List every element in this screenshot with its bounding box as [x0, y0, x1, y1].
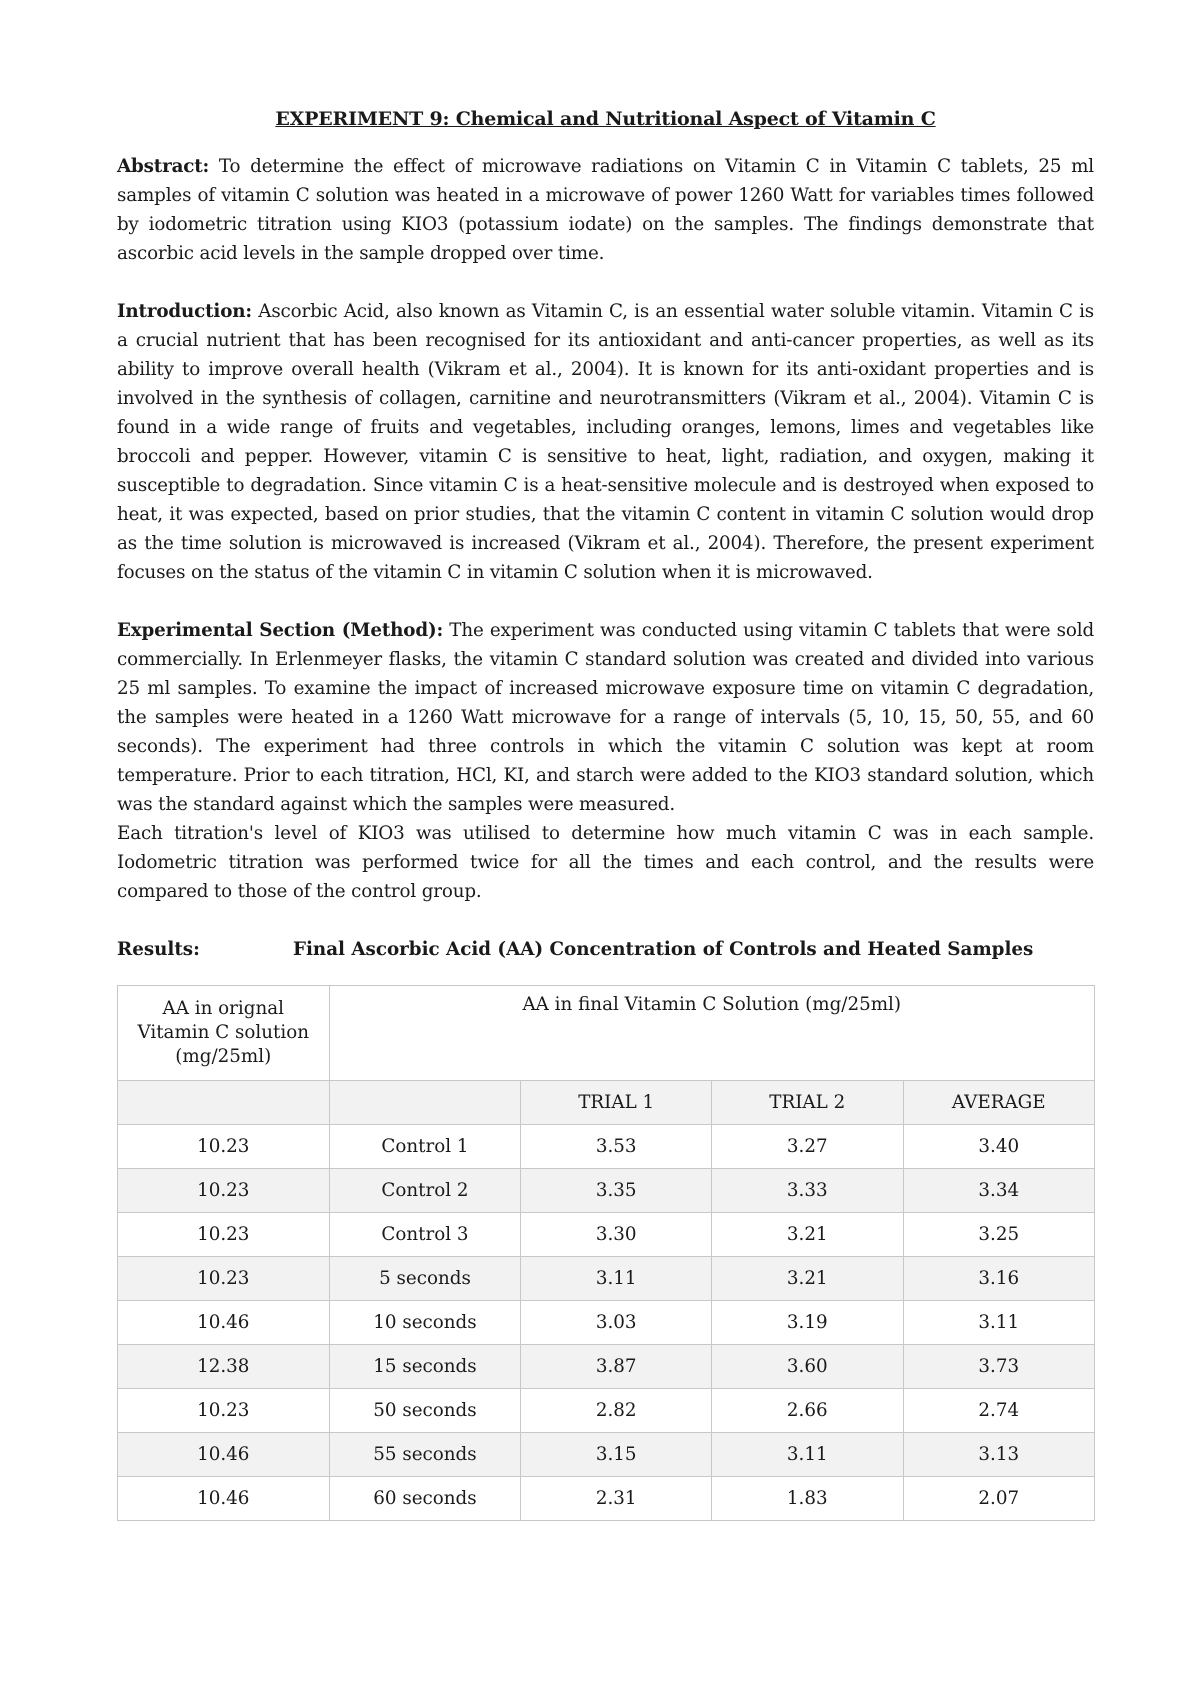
cell-trial2: 3.21 [711, 1213, 903, 1257]
table-subheader-row [118, 1081, 1095, 1125]
abstract-text: To determine the effect of microwave radiations on Vitamin C in Vitamin C tablets, 25 ml samples of vitamin C solution was heated in a microwave of power 1260 Watt for variables times followed by iodometric titration using KIO3 (potassium iodate) on the samples. The findings demonstrate that ascorbic acid levels in the sample dropped over time. [117, 156, 1094, 264]
cell-original: 10.23 [118, 1213, 330, 1257]
table-caption: Final Ascorbic Acid (AA) Concentration of Controls and Heated Samples [293, 939, 1034, 960]
cell-trial2: 2.66 [711, 1389, 903, 1433]
cell-sample: 10 seconds [329, 1301, 521, 1345]
subheader-trial2: TRIAL 2 [711, 1081, 903, 1125]
table-row [118, 1125, 1095, 1169]
cell-average: 3.11 [903, 1301, 1095, 1345]
cell-sample: 50 seconds [329, 1389, 521, 1433]
introduction-text: Ascorbic Acid, also known as Vitamin C, is an essential water soluble vitamin. Vitamin C is a crucial nutrient that has been recognised for its antioxidant and anti-cancer properties, as well as its ability to improve overall health (Vikram et al., 2004). It is known for its anti-oxidant properties and is involved in the synthesis of collagen, carnitine and neurotransmitters (Vikram et al., 2004). Vitamin C is found in a wide range of fruits and vegetables, including oranges, lemons, limes and vegetables like broccoli and pepper. However, vitamin C is sensitive to heat, light, radiation, and oxygen, making it susceptible to degradation. Since vitamin C is a heat-sensitive molecule and is destroyed when exposed to heat, it was expected, based on prior studies, that the vitamin C content in vitamin C solution would drop as the time solution is microwaved is increased (Vikram et al., 2004). Therefore, the present experiment focuses on the status of the vitamin C in vitamin C solution when it is microwaved. [117, 301, 1094, 583]
cell-original: 10.46 [118, 1433, 330, 1477]
cell-sample: 15 seconds [329, 1345, 521, 1389]
cell-trial1: 3.11 [521, 1257, 712, 1301]
cell-sample: Control 1 [329, 1125, 521, 1169]
cell-average: 3.40 [903, 1125, 1095, 1169]
cell-trial2: 3.11 [711, 1433, 903, 1477]
cell-trial1: 3.35 [521, 1169, 712, 1213]
cell-trial2: 3.21 [711, 1257, 903, 1301]
table-row [118, 1301, 1095, 1345]
introduction-label: Introduction: [117, 301, 252, 322]
results-table [117, 985, 1095, 1521]
page-title: EXPERIMENT 9: Chemical and Nutritional Aspect of Vitamin C [275, 108, 936, 130]
table-row [118, 1477, 1095, 1521]
cell-original: 10.23 [118, 1125, 330, 1169]
cell-trial1: 2.82 [521, 1389, 712, 1433]
table-row [118, 1433, 1095, 1477]
method-label: Experimental Section (Method): [117, 620, 444, 641]
subheader-average: AVERAGE [903, 1081, 1095, 1125]
method-paragraph-2: Each titration's level of KIO3 was utilised to determine how much vitamin C was in each sample. Iodometric titration was performed twice for all the times and each control, and the results were compared to those of the control group. [117, 823, 1094, 902]
cell-trial2: 3.33 [711, 1169, 903, 1213]
subheader-cell [329, 1081, 521, 1125]
cell-trial1: 3.87 [521, 1345, 712, 1389]
table-row [118, 1389, 1095, 1433]
cell-trial2: 3.27 [711, 1125, 903, 1169]
cell-sample: 60 seconds [329, 1477, 521, 1521]
table-row [118, 1213, 1095, 1257]
cell-trial2: 1.83 [711, 1477, 903, 1521]
method-paragraph [117, 616, 1094, 819]
cell-trial1: 3.15 [521, 1433, 712, 1477]
cell-trial2: 3.19 [711, 1301, 903, 1345]
cell-trial1: 3.03 [521, 1301, 712, 1345]
cell-average: 3.34 [903, 1169, 1095, 1213]
cell-sample: Control 3 [329, 1213, 521, 1257]
cell-trial1: 2.31 [521, 1477, 712, 1521]
abstract-label: Abstract: [117, 156, 210, 177]
results-label: Results: [117, 939, 200, 960]
cell-original: 10.23 [118, 1169, 330, 1213]
cell-sample: Control 2 [329, 1169, 521, 1213]
cell-average: 2.07 [903, 1477, 1095, 1521]
subheader-cell [118, 1081, 330, 1125]
cell-average: 3.16 [903, 1257, 1095, 1301]
cell-original: 10.23 [118, 1257, 330, 1301]
header-final-aa: AA in final Vitamin C Solution (mg/25ml) [329, 986, 1095, 1081]
table-header-row [118, 986, 1095, 1081]
cell-trial2: 3.60 [711, 1345, 903, 1389]
cell-original: 12.38 [118, 1345, 330, 1389]
cell-original: 10.23 [118, 1389, 330, 1433]
cell-original: 10.46 [118, 1301, 330, 1345]
results-heading [117, 935, 1094, 964]
header-original-aa: AA in orignal Vitamin C solution (mg/25ml) [118, 986, 330, 1081]
cell-trial1: 3.53 [521, 1125, 712, 1169]
document-page [117, 108, 1094, 1521]
abstract-paragraph [117, 152, 1094, 268]
table-row [118, 1345, 1095, 1389]
table-row [118, 1257, 1095, 1301]
cell-sample: 5 seconds [329, 1257, 521, 1301]
table-row [118, 1169, 1095, 1213]
cell-average: 2.74 [903, 1389, 1095, 1433]
cell-trial1: 3.30 [521, 1213, 712, 1257]
cell-average: 3.25 [903, 1213, 1095, 1257]
cell-original: 10.46 [118, 1477, 330, 1521]
cell-sample: 55 seconds [329, 1433, 521, 1477]
introduction-paragraph [117, 297, 1094, 587]
cell-average: 3.73 [903, 1345, 1095, 1389]
method-text: The experiment was conducted using vitamin C tablets that were sold commercially. In Erlenmeyer flasks, the vitamin C standard solution was created and divided into various 25 ml samples. To examine the impact of increased microwave exposure time on vitamin C degradation, the samples were heated in a 1260 Watt microwave for a range of intervals (5, 10, 15, 50, 55, and 60 seconds). The experiment had three controls in which the vitamin C solution was kept at room temperature. Prior to each titration, HCl, KI, and starch were added to the KIO3 standard solution, which was the standard against which the samples were measured. [117, 620, 1094, 815]
subheader-trial1: TRIAL 1 [521, 1081, 712, 1125]
cell-average: 3.13 [903, 1433, 1095, 1477]
